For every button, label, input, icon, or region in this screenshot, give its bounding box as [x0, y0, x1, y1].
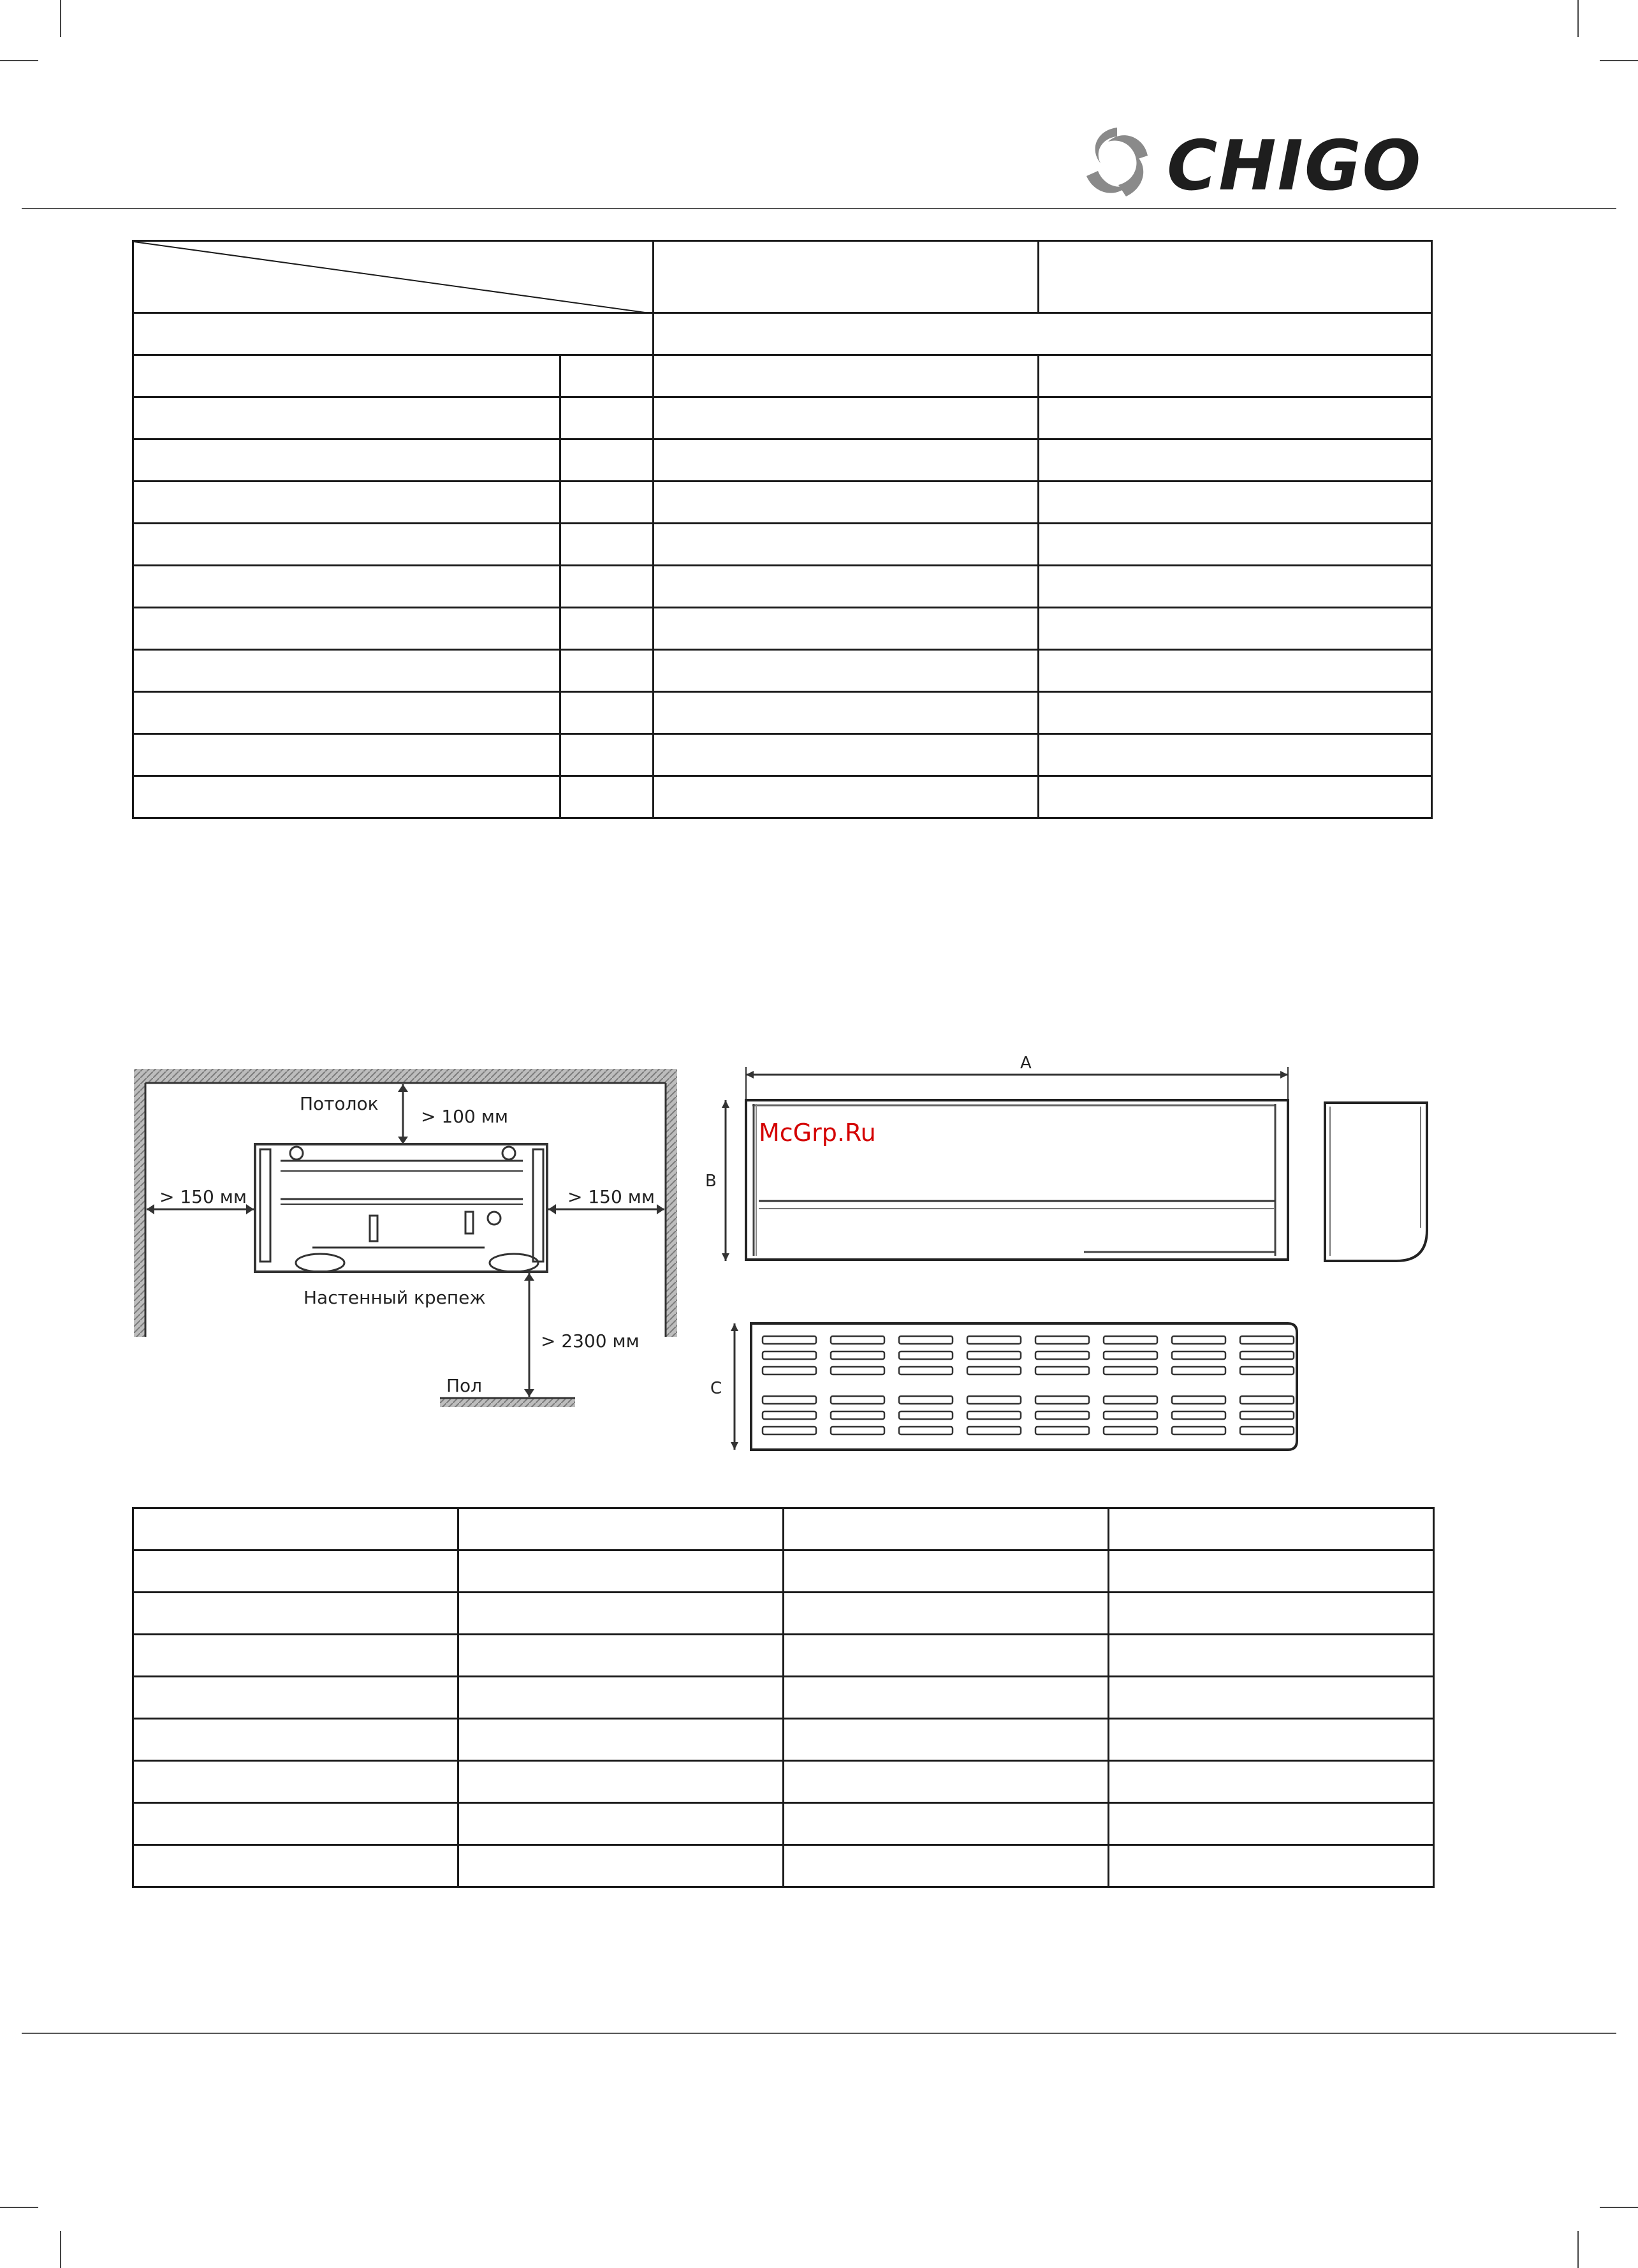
header-rule: [22, 208, 1616, 209]
table-row: [133, 608, 1432, 650]
watermark: McGrp.Ru: [759, 1119, 876, 1147]
grille-slot: [831, 1336, 884, 1344]
table-row: [133, 439, 1432, 482]
grille-slot: [1240, 1367, 1294, 1374]
grille-slot: [967, 1351, 1021, 1359]
grille-slot: [763, 1396, 816, 1404]
right-wall-hatch: [666, 1069, 677, 1337]
grille-slot: [1104, 1411, 1157, 1419]
dim-a-label: A: [1020, 1054, 1032, 1073]
grille-slot: [1035, 1336, 1089, 1344]
grille-slot: [899, 1351, 953, 1359]
grille-slot: [1104, 1427, 1157, 1434]
crop-mark: [1600, 2207, 1638, 2208]
table-row: [133, 566, 1432, 608]
grille-slot: [1104, 1351, 1157, 1359]
grille-slot: [967, 1411, 1021, 1419]
grille-slot: [1035, 1351, 1089, 1359]
table-row: [133, 776, 1432, 818]
top-clearance-label: > 100 мм: [421, 1106, 508, 1127]
grille-slot: [763, 1336, 816, 1344]
grille-slot: [1035, 1411, 1089, 1419]
crop-mark: [1577, 0, 1579, 37]
grille-slot: [1240, 1336, 1294, 1344]
table-cell: [654, 241, 1039, 313]
table-row: [133, 482, 1432, 524]
dim-c-label: C: [710, 1379, 722, 1398]
brand-name: CHIGO: [1167, 126, 1422, 206]
left-clearance-label: > 150 мм: [159, 1186, 247, 1207]
table-row: [133, 1845, 1434, 1887]
unit-side-view: [1325, 1103, 1427, 1261]
table-row: [133, 1761, 1434, 1803]
grille-slot: [967, 1336, 1021, 1344]
grille-slot: [1172, 1427, 1225, 1434]
floor-clearance-label: > 2300 мм: [541, 1330, 640, 1351]
grille-slot: [1172, 1351, 1225, 1359]
grille-slot: [1172, 1411, 1225, 1419]
grille-slot: [763, 1367, 816, 1374]
grille-slot: [1240, 1411, 1294, 1419]
table-row: [133, 524, 1432, 566]
grille-slot: [1104, 1396, 1157, 1404]
ceiling-label: Потолок: [300, 1093, 379, 1114]
air-grille: [763, 1336, 1294, 1434]
crop-mark: [0, 2207, 38, 2208]
chigo-swirl-icon: [1078, 121, 1160, 204]
table-row: [133, 650, 1432, 692]
grille-slot: [967, 1427, 1021, 1434]
grille-slot: [1240, 1427, 1294, 1434]
grille-slot: [763, 1411, 816, 1419]
crop-mark: [1600, 60, 1638, 61]
grille-slot: [967, 1396, 1021, 1404]
crop-mark: [60, 0, 61, 37]
grille-slot: [967, 1367, 1021, 1374]
table-row: [133, 1635, 1434, 1677]
specs-table: [132, 240, 1433, 819]
dim-b-label: B: [705, 1172, 717, 1191]
grille-slot: [831, 1396, 884, 1404]
table-row: [133, 1803, 1434, 1845]
table-row: [133, 692, 1432, 734]
unit-top-view: [751, 1323, 1297, 1450]
unit-dimension-drawing: [701, 1049, 1435, 1457]
grille-slot: [831, 1367, 884, 1374]
grille-slot: [1104, 1367, 1157, 1374]
grille-slot: [899, 1367, 953, 1374]
table-row: [133, 1593, 1434, 1635]
floor-label: Пол: [446, 1375, 483, 1396]
floor-hatch: [440, 1398, 575, 1407]
grille-slot: [1035, 1396, 1089, 1404]
crop-mark: [0, 60, 38, 61]
grille-slot: [1104, 1336, 1157, 1344]
table-cell: [654, 313, 1432, 355]
grille-slot: [831, 1427, 884, 1434]
table-row: [133, 313, 1432, 355]
grille-slot: [763, 1351, 816, 1359]
bracket-label: Настенный крепеж: [303, 1287, 486, 1308]
brand-logo: [1078, 121, 1435, 204]
table-row: [133, 1508, 1434, 1550]
grille-slot: [899, 1336, 953, 1344]
grille-slot: [831, 1411, 884, 1419]
table-row: [133, 1719, 1434, 1761]
grille-slot: [1172, 1336, 1225, 1344]
grille-slot: [1240, 1396, 1294, 1404]
grille-slot: [831, 1351, 884, 1359]
table-row: [133, 355, 1432, 397]
grille-slot: [1172, 1367, 1225, 1374]
installation-diagram: [128, 1059, 689, 1422]
table-row: [133, 734, 1432, 776]
grille-slot: [1240, 1351, 1294, 1359]
grille-slot: [899, 1411, 953, 1419]
dimensions-table: [132, 1507, 1435, 1888]
diagonal-header-cell: [133, 241, 654, 313]
right-clearance-label: > 150 мм: [567, 1186, 655, 1207]
footer-rule: [22, 2033, 1616, 2034]
ceiling-hatch: [134, 1069, 677, 1083]
grille-slot: [899, 1427, 953, 1434]
wall-bracket: [255, 1144, 547, 1272]
table-cell: [133, 313, 654, 355]
grille-slot: [1035, 1427, 1089, 1434]
table-row: [133, 397, 1432, 439]
left-wall-hatch: [134, 1069, 145, 1337]
table-row: [133, 1677, 1434, 1719]
grille-slot: [763, 1427, 816, 1434]
table-row: [133, 241, 1432, 313]
table-cell: [1039, 241, 1432, 313]
grille-slot: [1035, 1367, 1089, 1374]
grille-slot: [899, 1396, 953, 1404]
crop-mark: [1577, 2231, 1579, 2268]
table-row: [133, 1550, 1434, 1593]
crop-mark: [60, 2231, 61, 2268]
grille-slot: [1172, 1396, 1225, 1404]
